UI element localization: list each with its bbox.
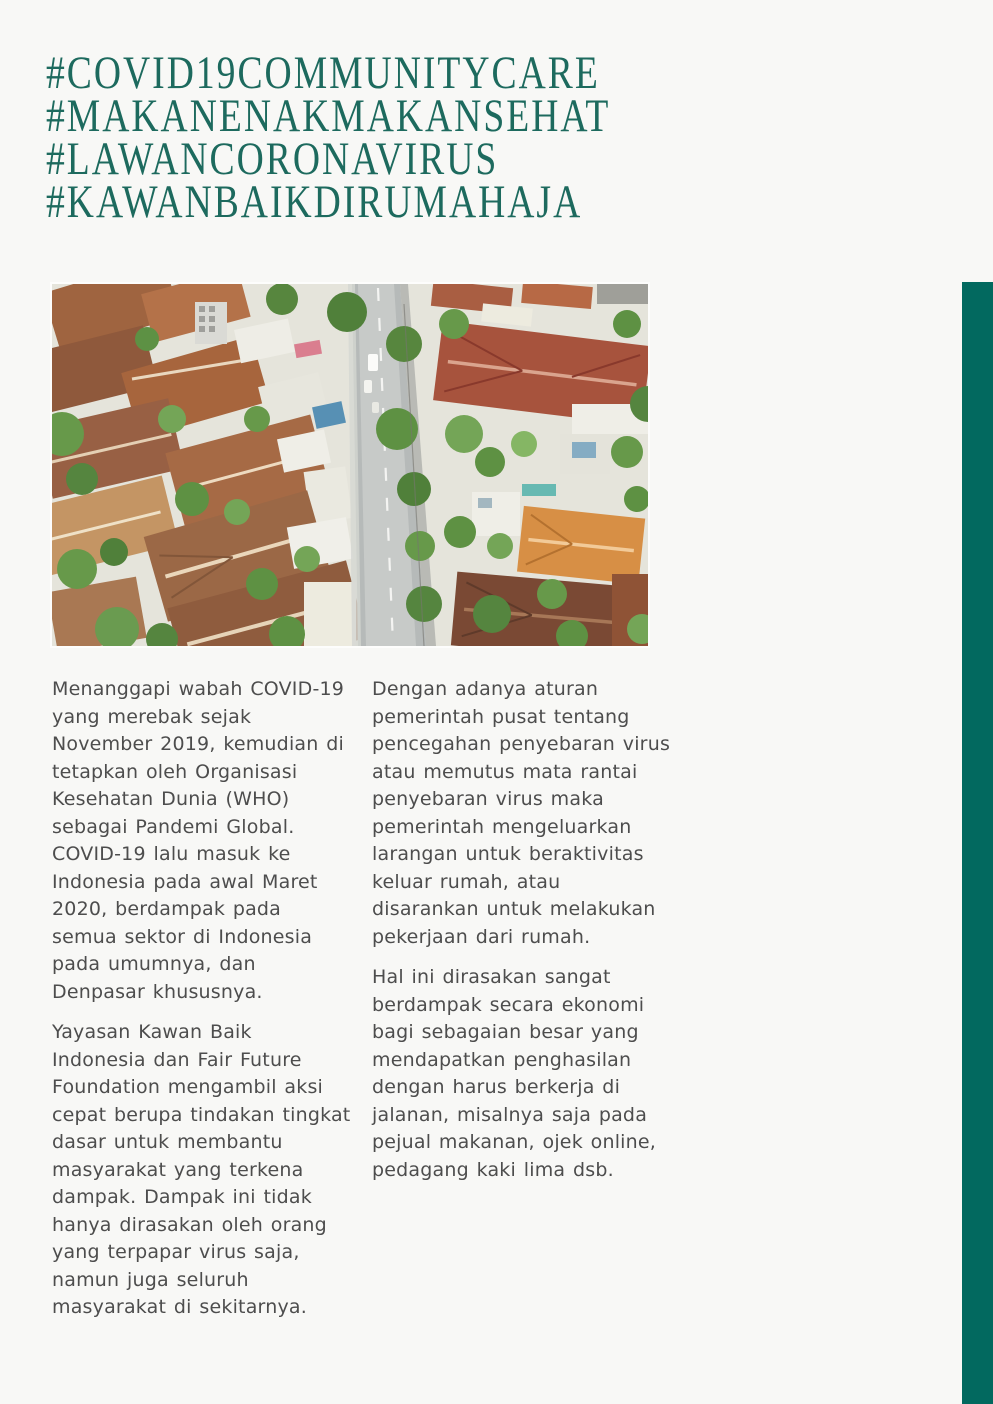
aerial-photo [52,284,648,646]
paragraph-left-2: Yayasan Kawan Baik Indonesia dan Fair Future Foundation mengambil aksi cepat berupa tindakan tingkat dasar untuk membantu masyarakat yang terkena dampak. Dampak ini tidak hanya dirasakan oleh orang yang terpapar virus saja, namun juga seluruh masyarakat di sekitarnya. [52,1021,351,1318]
hashtag-line-3: #LAWANCORONAVIRUS [46,133,499,185]
hashtag-line-4: #KAWANBAIKDIRUMAHAJA [46,176,583,228]
paragraph-left-1: Menanggapi wabah COVID-19 yang merebak sejak November 2019, kemudian di tetapkan oleh Organisasi Kesehatan Dunia (WHO) sebagai Pandemi Global. COVID-19 lalu masuk ke Indonesia pada awal Maret 2020, berdampak pada semua sektor di Indonesia pada umumnya, dan Denpasar khususnya. [52,678,345,1003]
hashtag-headline [46,47,611,228]
aerial-photo-illustration [52,284,648,646]
hashtag-line-1: #COVID19COMMUNITYCARE [46,47,600,99]
paragraph-right-2: Hal ini dirasakan sangat berdampak secara ekonomi bagi sebagaian besar yang mendapatkan penghasilan dengan harus berkerja di jalanan, misalnya saja pada pejual makanan, ojek online, pedagang kaki lima dsb. [372,966,657,1181]
paragraph-right-1: Dengan adanya aturan pemerintah pusat tentang pencegahan penyebaran virus atau memutus mata rantai penyebaran virus maka pemerintah mengeluarkan larangan untuk beraktivitas keluar rumah, atau disarankan untuk melakukan pekerjaan dari rumah. [372,678,671,948]
hashtag-line-2: #MAKANENAKMAKANSEHAT [46,90,611,142]
article-body [52,676,674,1335]
article-column-right [372,676,674,1335]
right-accent-bar [962,282,993,1404]
article-column-left [52,676,353,1335]
